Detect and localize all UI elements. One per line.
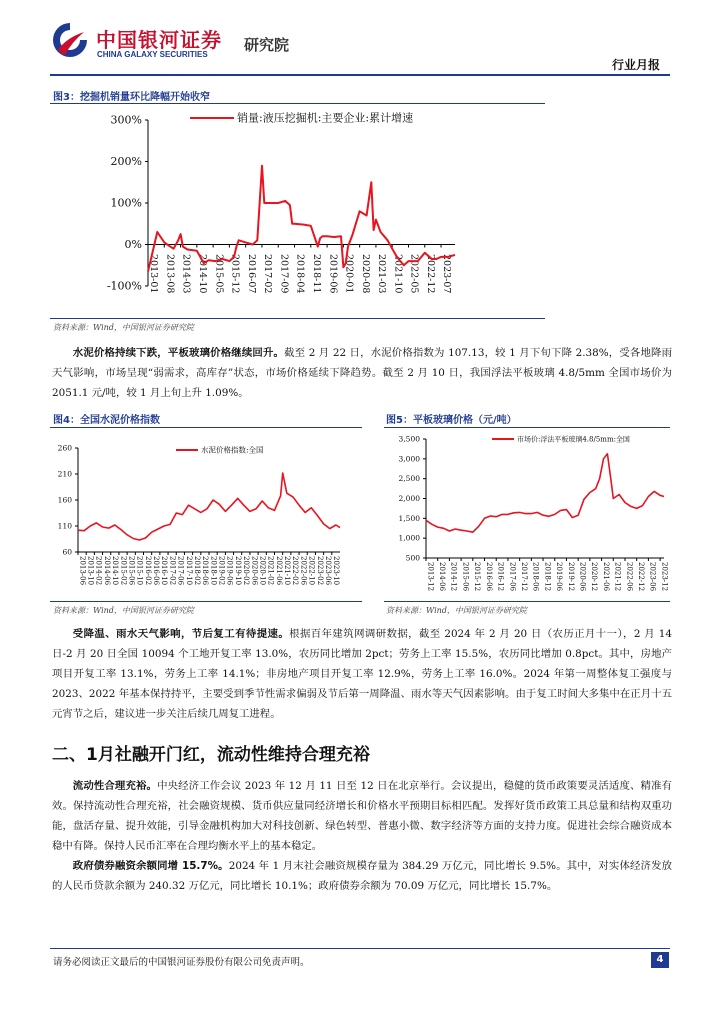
x-tick-label: 2020-01 bbox=[343, 254, 355, 294]
x-tick-label: 2016-06 bbox=[484, 562, 493, 592]
x-tick-label: 2021-02 bbox=[266, 556, 275, 586]
fig5-caption: 图5：平板玻璃价格（元/吨） bbox=[386, 415, 517, 426]
y-tick-label: 1,500 bbox=[398, 513, 420, 523]
x-tick-label: 2019-10 bbox=[233, 556, 242, 586]
x-tick-label: 2015-12 bbox=[229, 254, 241, 294]
x-tick-label: 2013-10 bbox=[86, 556, 95, 586]
glass-price-chart bbox=[384, 432, 674, 598]
legend-label: 销量:液压挖掘机:主要企业:累计增速 bbox=[237, 111, 414, 125]
x-tick-label: 2018-04 bbox=[294, 254, 306, 294]
x-tick-label: 2022-12 bbox=[424, 254, 436, 294]
y-tick-label: 200% bbox=[110, 155, 142, 169]
x-tick-label: 2016-02 bbox=[143, 556, 152, 586]
excavator-sales-chart bbox=[50, 106, 470, 316]
y-tick-label: 3,000 bbox=[398, 454, 420, 464]
fig3-bottom-rule bbox=[50, 318, 545, 319]
fig5-bottom-rule bbox=[384, 601, 670, 602]
footer-disclaimer: 请务必阅读正文最后的中国银河证券股份有限公司免责声明。 bbox=[53, 957, 310, 968]
series-line bbox=[426, 454, 664, 533]
x-tick-label: 2017-02 bbox=[168, 556, 177, 586]
header-rule bbox=[50, 74, 670, 76]
x-tick-label: 2015-10 bbox=[135, 556, 144, 586]
liquidity-body: 中央经济工作会议 2023 年 12 月 11 日至 12 日在北京举行。会议提出，稳健的货币政策要灵活适度、精准有效。保持流动性合理充裕，社会融资规模、货币供应量同经济增长和价格水平预期目标相匹配。发挥好货币政策工具总量和结构双重功能，盘活存量、提升效能，引导金融机构加大对科技创新、绿色转型、普惠小微、数字经济等方面的支持力度。促进社会综合融资成本稳中有降。保持人民币汇率在合理均衡水平上的基本稳定。 bbox=[52, 780, 672, 852]
y-tick-label: 0% bbox=[124, 238, 142, 252]
x-tick-label: 2014-10 bbox=[197, 254, 209, 294]
page-number: 4 bbox=[651, 952, 669, 968]
resumption-paragraph bbox=[52, 624, 672, 724]
x-tick-label: 2017-06 bbox=[508, 562, 517, 592]
cement-glass-body: 截至 2 月 22 日，水泥价格指数为 107.13，较 1 月下旬下降 2.38%，受各地降雨天气影响，市场呈现“弱需求，高库存”状态，市场价格延续下降趋势。截至 2 月 10 日，我国浮法平板玻璃 4.8/5mm 全国市场价为 2051.1 元/吨，较 1 月上旬上升 1.09%。 bbox=[52, 347, 673, 399]
y-tick-label: 2,500 bbox=[398, 474, 420, 484]
x-tick-label: 2021-03 bbox=[376, 254, 388, 294]
resumption-lead: 受降温、雨水天气影响，节后复工有待提速。 bbox=[72, 628, 290, 640]
header bbox=[0, 0, 724, 80]
x-tick-label: 2016-10 bbox=[160, 556, 169, 586]
y-tick-label: 110 bbox=[57, 521, 72, 531]
report-type: 行业月报 bbox=[612, 58, 661, 72]
x-tick-label: 2020-08 bbox=[359, 254, 371, 294]
x-tick-label: 2016-06 bbox=[152, 556, 161, 586]
x-tick-label: 2015-02 bbox=[119, 556, 128, 586]
x-tick-label: 2015-06 bbox=[461, 562, 470, 592]
x-tick-label: 2022-06 bbox=[299, 556, 308, 586]
x-tick-label: 2017-10 bbox=[184, 556, 193, 586]
legend-label: 水泥价格指数:全国 bbox=[201, 445, 264, 455]
x-tick-label: 2018-12 bbox=[543, 562, 552, 592]
x-tick-label: 2021-12 bbox=[613, 562, 622, 592]
y-tick-label: 2,000 bbox=[398, 494, 420, 503]
x-tick-label: 2013-01 bbox=[148, 254, 160, 294]
x-tick-label: 2018-11 bbox=[310, 254, 322, 294]
fig4-bottom-rule bbox=[50, 601, 362, 602]
y-tick-label: 260 bbox=[57, 443, 72, 453]
x-tick-label: 2023-07 bbox=[441, 254, 453, 294]
x-tick-label: 2022-02 bbox=[291, 556, 300, 586]
x-tick-label: 2021-10 bbox=[392, 254, 404, 294]
x-tick-label: 2020-06 bbox=[250, 556, 259, 586]
fig4-source: 资料来源：Wind，中国银河证券研究院 bbox=[53, 606, 194, 615]
y-tick-label: 210 bbox=[57, 469, 72, 479]
fig3-source: 资料来源：Wind，中国银河证券研究院 bbox=[53, 323, 194, 332]
y-tick-label: -100% bbox=[106, 279, 142, 293]
x-tick-label: 2017-06 bbox=[176, 556, 185, 586]
fig4-top-rule bbox=[50, 427, 362, 428]
x-tick-label: 2019-02 bbox=[217, 556, 226, 586]
y-tick-label: 160 bbox=[57, 495, 72, 505]
fig4-caption: 图4：全国水泥价格指数 bbox=[53, 415, 160, 426]
x-tick-label: 2016-07 bbox=[245, 254, 257, 294]
x-tick-label: 2020-06 bbox=[578, 562, 587, 592]
x-tick-label: 2014-10 bbox=[111, 556, 120, 586]
x-tick-label: 2019-12 bbox=[566, 562, 575, 592]
y-tick-label: 100% bbox=[110, 196, 142, 210]
fig5-source: 资料来源：Wind，中国银河证券研究院 bbox=[386, 606, 527, 615]
x-tick-label: 2014-03 bbox=[180, 254, 192, 294]
series-line bbox=[78, 473, 340, 540]
section-2-title: 二、1月社融开门红，流动性维持合理充裕 bbox=[52, 745, 370, 765]
x-tick-label: 2013-12 bbox=[426, 562, 435, 592]
x-tick-label: 2019-06 bbox=[225, 556, 234, 586]
x-tick-label: 2020-12 bbox=[590, 562, 599, 592]
x-tick-label: 2018-06 bbox=[201, 556, 210, 586]
x-tick-label: 2021-06 bbox=[601, 562, 610, 592]
x-tick-label: 2015-05 bbox=[213, 254, 225, 294]
x-tick-label: 2014-06 bbox=[102, 556, 111, 586]
x-tick-label: 2017-12 bbox=[519, 562, 528, 592]
x-tick-label: 2014-06 bbox=[438, 562, 447, 592]
x-tick-label: 2014-12 bbox=[449, 562, 458, 592]
liquidity-lead: 流动性合理充裕。 bbox=[72, 780, 158, 792]
resumption-body: 根据百年建筑网调研数据，截至 2024 年 2 月 20 日（农历正月十一），2 月 14 日-2 月 20 日全国 10094 个工地开复工率 13.0%，农历同比增加 2pct；劳务上工率 15.5%，农历同比增加 0.8pct。其中，房地产项目开复工率 13.1%，劳务上工率 14.1%；非房地产项目开复工率 12.9%，劳务上工率 16.0%。2024 年第一周整体复工强度与 2023、2022 年基本保持持平，主要受到季节性需求偏弱及节后第一周降温、雨水等天气因素影响。由于复工时间大多集中在正月十五元宵节之后，建议进一步关注后续几周复工进程。 bbox=[52, 628, 672, 720]
x-tick-label: 2020-02 bbox=[242, 556, 251, 586]
x-tick-label: 2017-09 bbox=[278, 254, 290, 294]
y-tick-label: 300% bbox=[110, 113, 142, 127]
legend-label: 市场价:浮法平板玻璃4.8/5mm:全国 bbox=[517, 435, 630, 444]
x-tick-label: 2022-05 bbox=[408, 254, 420, 294]
y-tick-label: 60 bbox=[62, 547, 72, 557]
x-tick-label: 2018-10 bbox=[209, 556, 218, 586]
fig5-top-rule bbox=[384, 427, 670, 428]
x-tick-label: 2023-06 bbox=[323, 556, 332, 586]
x-tick-label: 2013-06 bbox=[78, 556, 87, 586]
company-name-en: CHINA GALAXY SECURITIES bbox=[97, 50, 208, 59]
x-tick-label: 2016-12 bbox=[496, 562, 505, 592]
cement-price-chart bbox=[50, 432, 362, 598]
x-tick-label: 2021-06 bbox=[274, 556, 283, 586]
x-tick-label: 2023-06 bbox=[648, 562, 657, 592]
x-tick-label: 2019-06 bbox=[327, 254, 339, 294]
x-tick-label: 2018-06 bbox=[531, 562, 540, 592]
x-tick-label: 2023-02 bbox=[315, 556, 324, 586]
x-tick-label: 2014-02 bbox=[94, 556, 103, 586]
footer-rule bbox=[50, 948, 670, 949]
x-tick-label: 2018-02 bbox=[192, 556, 201, 586]
x-tick-label: 2013-08 bbox=[164, 254, 176, 294]
x-tick-label: 2021-10 bbox=[283, 556, 292, 586]
x-tick-label: 2022-12 bbox=[637, 562, 646, 592]
gov-bond-lead: 政府债券融资余额同增 15.7%。 bbox=[72, 860, 229, 872]
gov-bond-paragraph bbox=[52, 856, 672, 896]
x-tick-label: 2023-10 bbox=[332, 556, 341, 586]
x-tick-label: 2022-06 bbox=[625, 562, 634, 592]
liquidity-paragraph bbox=[52, 776, 672, 856]
logo-icon bbox=[50, 20, 90, 60]
x-tick-label: 2015-06 bbox=[127, 556, 136, 586]
x-tick-label: 2020-10 bbox=[258, 556, 267, 586]
x-tick-label: 2023-12 bbox=[660, 562, 669, 592]
cement-glass-paragraph bbox=[52, 343, 672, 403]
gov-bond-body: 2024 年 1 月末社会融资规模存量为 384.29 万亿元，同比增长 9.5%。其中，对实体经济发放的人民币贷款余额为 240.32 万亿元，同比增长 10.1%；政府债券余额为 70.09 万亿元，同比增长 15.7%。 bbox=[52, 860, 673, 892]
fig3-caption: 图3：挖掘机销量环比降幅开始收窄 bbox=[53, 92, 210, 103]
y-tick-label: 500 bbox=[405, 553, 420, 563]
x-tick-label: 2019-06 bbox=[555, 562, 564, 592]
institute-name: 研究院 bbox=[244, 36, 290, 54]
company-name-cn: 中国银河证券 bbox=[96, 28, 222, 52]
y-tick-label: 3,500 bbox=[398, 434, 420, 444]
y-tick-label: 1,000 bbox=[398, 533, 420, 543]
x-tick-label: 2022-10 bbox=[307, 556, 316, 586]
cement-glass-lead: 水泥价格持续下跌，平板玻璃价格继续回升。 bbox=[72, 347, 285, 359]
fig3-top-rule bbox=[50, 103, 545, 104]
x-tick-label: 2015-12 bbox=[473, 562, 482, 592]
x-tick-label: 2017-02 bbox=[262, 254, 274, 294]
